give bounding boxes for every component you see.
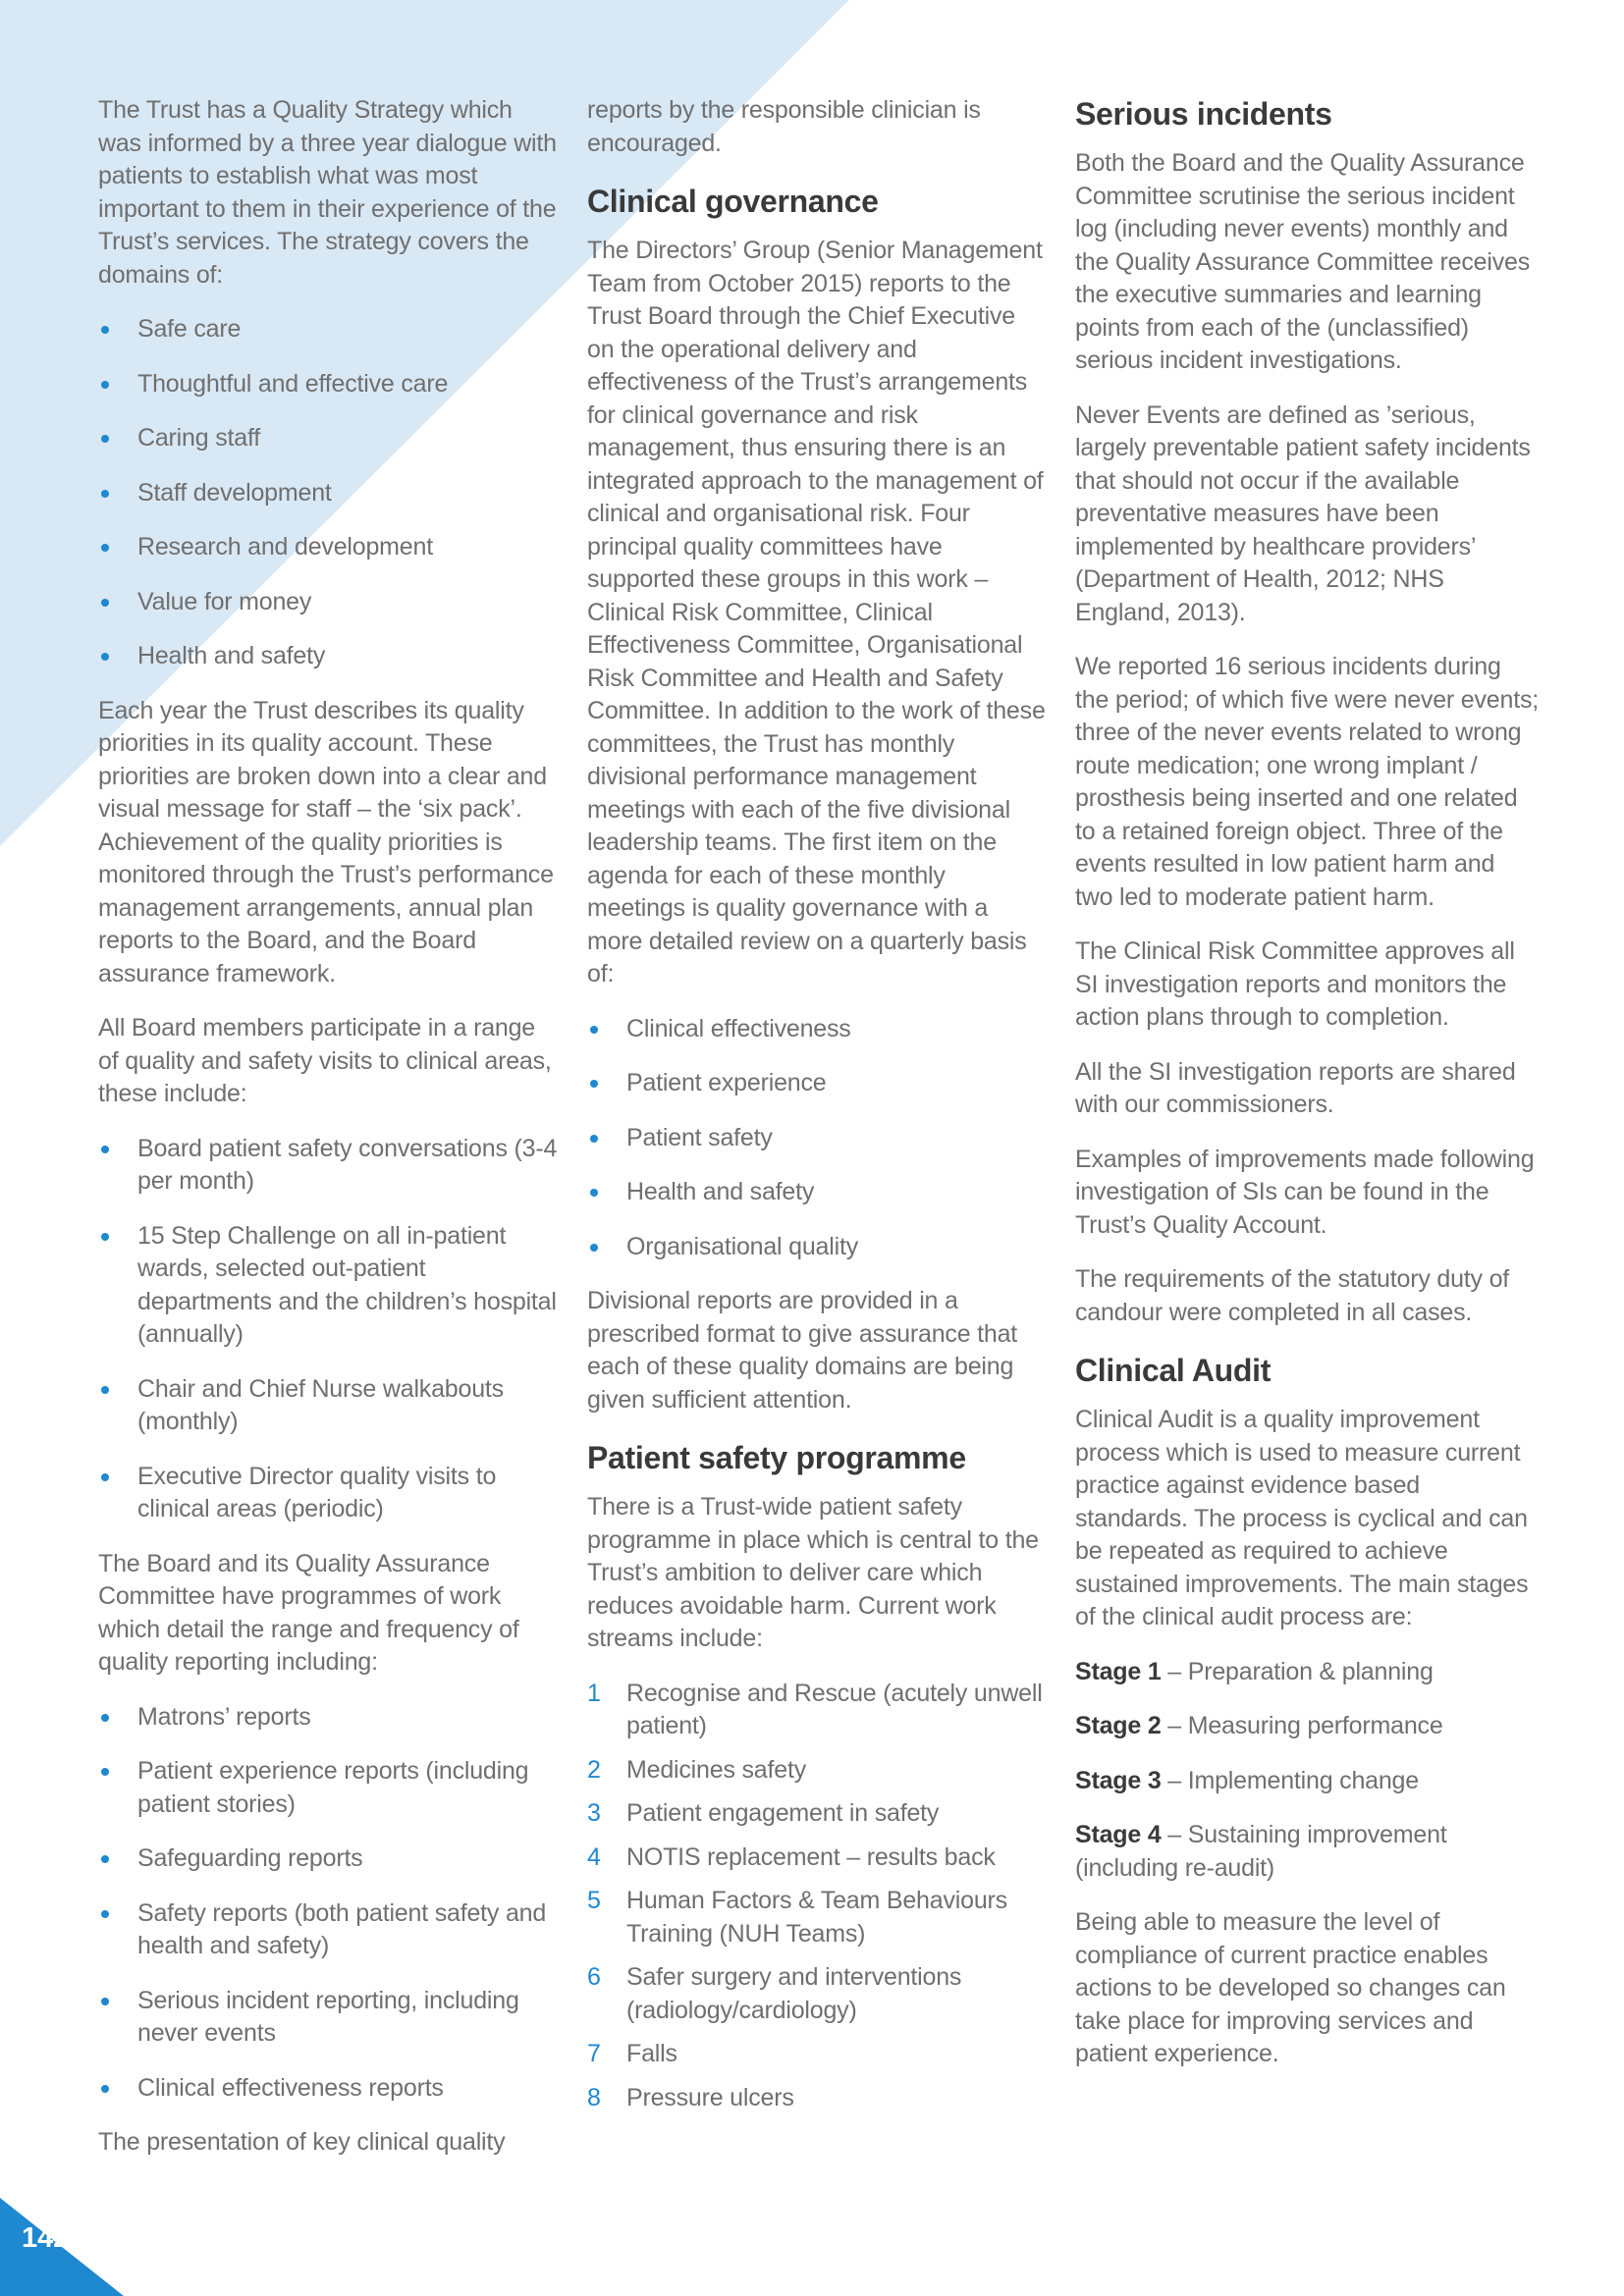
audit-stage xyxy=(1075,1710,1539,1743)
stage-label: Stage 4 xyxy=(1075,1821,1162,1848)
audit-stage xyxy=(1075,1765,1539,1798)
list-number: 6 xyxy=(587,1963,601,1991)
list-item xyxy=(587,2082,1049,2115)
list-number: 1 xyxy=(587,1679,601,1707)
list-item: Thoughtful and effective care xyxy=(98,368,560,401)
incidents-paragraph-4: The Clinical Risk Committee approves all SI investigation reports and monitors the action plans through to completion. xyxy=(1075,937,1515,1031)
quarterly-review-list xyxy=(587,1013,1049,1264)
list-item-text: Human Factors & Team Behaviours Training (NUH Teams) xyxy=(626,1887,1007,1948)
audit-stage xyxy=(1075,1656,1539,1689)
list-item: Staff development xyxy=(98,477,560,510)
list-item: Organisational quality xyxy=(587,1231,1049,1264)
list-item: Board patient safety conversations (3-4 per month) xyxy=(98,1133,560,1199)
list-item: Safeguarding reports xyxy=(98,1842,560,1876)
list-item xyxy=(587,1678,1049,1743)
divisional-reports-paragraph: Divisional reports are provided in a prescribed format to give assurance that each of these quality domains are being given sufficient attention. xyxy=(587,1287,1018,1414)
heading-patient-safety-programme: Patient safety programme xyxy=(587,1440,966,1475)
list-number: 4 xyxy=(587,1842,601,1871)
incidents-paragraph-2: Never Events are defined as ’serious, largely preventable patient safety incidents that should not occur if the available preventative measures have been implemented by healthcare providers’ (Department of Health, 2012; NHS England, 2013). xyxy=(1075,400,1531,626)
incidents-paragraph-1: Both the Board and the Quality Assurance Committee scrutinise the serious incident log (including never events) monthly and the Quality Assurance Committee receives the executive summaries and learning points from each of the (unclassified) serious incident investigations. xyxy=(1075,149,1531,374)
quality-strategy-intro: The Trust has a Quality Strategy which was informed by a three year dialogue with patients to establish what was most important to them in their experience of the Trust’s services. The strategy covers the domains of: xyxy=(98,96,557,289)
list-item xyxy=(587,1885,1049,1950)
column-right xyxy=(1075,94,1539,2093)
list-item xyxy=(587,1754,1049,1788)
list-item: Serious incident reporting, including never events xyxy=(98,1985,560,2051)
list-number: 2 xyxy=(587,1755,601,1784)
list-item: Research and development xyxy=(98,531,560,564)
incidents-paragraph-6: Examples of improvements made following investigation of SIs can be found in the Trust’s Quality Account. xyxy=(1075,1145,1535,1239)
audit-paragraph: Clinical Audit is a quality improvement process which is used to measure current practice against evidence based standards. The process is cyclical and can be repeated as required to achieve sustained improvements. The main stages of the clinical audit process are: xyxy=(1075,1406,1529,1630)
list-number: 8 xyxy=(587,2083,601,2111)
incidents-paragraph-3: We reported 16 serious incidents during the period; of which five were never events; three of the never events related to wrong route medication; one wrong implant / prosthesis being inserted and one related to a retained foreign object. Three of the events resulted in low patient harm and two led to moderate patient harm. xyxy=(1075,653,1540,911)
governance-paragraph: The Directors’ Group (Senior Management Team from October 2015) reports to the Trust Board through the Chief Executive on the operational delivery and effectiveness of the Trust’s arrangements for clinical governance and risk management, thus ensuring there is an integrated approach to the management of clinical and organisational risk. Four principal quality committees have supported these groups in this work – Clinical Risk Committee, Clinical Effectiveness Committee, Organisational Risk Committee and Health and Safety Committee. In addition to the work of these committees, the Trust has monthly divisional performance management meetings with each of the five divisional leadership teams. The first item on the agenda for each of these monthly meetings is quality governance with a more detailed review on a quarterly basis of: xyxy=(587,237,1046,988)
heading-clinical-governance: Clinical governance xyxy=(587,184,879,219)
list-item: Executive Director quality visits to clinical areas (periodic) xyxy=(98,1461,560,1526)
list-item-text: Safer surgery and interventions (radiology/cardiology) xyxy=(626,1963,962,2024)
list-item-text: Patient engagement in safety xyxy=(626,1799,940,1827)
incidents-paragraph-5: All the SI investigation reports are shared with our commissioners. xyxy=(1075,1057,1516,1118)
list-item: Health and safety xyxy=(587,1176,1049,1209)
list-item: Health and safety xyxy=(98,640,560,673)
quality-reports-list xyxy=(98,1701,560,2106)
list-item-text: Medicines safety xyxy=(626,1755,806,1784)
list-item: Clinical effectiveness xyxy=(587,1013,1049,1046)
list-item: Clinical effectiveness reports xyxy=(98,2072,560,2106)
safety-programme-paragraph: There is a Trust-wide patient safety programme in place which is central to the Trust’s ambition to deliver care which reduces avoidable harm. Current work streams include: xyxy=(587,1493,1039,1652)
list-item xyxy=(587,1961,1049,2027)
column-left xyxy=(98,94,560,2181)
list-number: 3 xyxy=(587,1799,601,1827)
list-item: Patient experience reports (including patient stories) xyxy=(98,1755,560,1821)
list-item xyxy=(587,1842,1049,1875)
stage-label: Stage 3 xyxy=(1075,1766,1162,1794)
quality-domains-list xyxy=(98,313,560,673)
audit-stage xyxy=(1075,1819,1539,1885)
list-item: Safe care xyxy=(98,313,560,347)
quality-reporting-intro: The Board and its Quality Assurance Committee have programmes of work which detail the range and frequency of quality reporting including: xyxy=(98,1549,519,1676)
heading-serious-incidents: Serious incidents xyxy=(1075,96,1332,132)
list-item: Patient experience xyxy=(587,1067,1049,1100)
page-number: 142 xyxy=(22,2222,70,2254)
incidents-paragraph-7: The requirements of the statutory duty of candour were completed in all cases. xyxy=(1075,1265,1510,1326)
continued-paragraph: reports by the responsible clinician is encouraged. xyxy=(587,96,981,157)
stage-text: – Implementing change xyxy=(1161,1766,1419,1794)
column-middle xyxy=(587,94,1049,2125)
column-continuation-text: The presentation of key clinical quality xyxy=(98,2128,506,2156)
stage-text: – Sustaining improvement (including re-audit) xyxy=(1075,1821,1447,1882)
quality-priorities-paragraph: Each year the Trust describes its quality priorities in its quality account. These priorities are broken down into a clear and visual message for staff – the ‘six pack’. Achievement of the quality priorities is monitored through the Trust’s performance management arrangements, annual plan reports to the Board, and the Board assurance framework. xyxy=(98,696,554,988)
heading-clinical-audit: Clinical Audit xyxy=(1075,1353,1272,1388)
list-item: 15 Step Challenge on all in-patient wards, selected out-patient departments and the children’s hospital (annually) xyxy=(98,1220,560,1352)
list-item: Patient safety xyxy=(587,1122,1049,1155)
list-item: Chair and Chief Nurse walkabouts (monthly) xyxy=(98,1373,560,1439)
list-item: Safety reports (both patient safety and health and safety) xyxy=(98,1897,560,1963)
list-item-text: Pressure ulcers xyxy=(626,2083,794,2111)
audit-closing-paragraph: Being able to measure the level of compliance of current practice enables actions to be developed so changes can take place for improving services and patient experience. xyxy=(1075,1908,1506,2067)
list-item-text: Falls xyxy=(626,2040,677,2067)
board-visits-list xyxy=(98,1133,560,1526)
list-number: 5 xyxy=(587,1887,601,1914)
stage-text: – Measuring performance xyxy=(1161,1712,1443,1739)
list-item xyxy=(587,1797,1049,1831)
list-number: 7 xyxy=(587,2040,601,2067)
list-item: Value for money xyxy=(98,586,560,619)
list-item-text: Recognise and Rescue (acutely unwell patient) xyxy=(626,1679,1043,1739)
board-visits-intro: All Board members participate in a range of quality and safety visits to clinical areas, these include: xyxy=(98,1014,552,1107)
stage-text: – Preparation & planning xyxy=(1161,1657,1434,1685)
stage-label: Stage 1 xyxy=(1075,1657,1162,1685)
list-item xyxy=(587,2038,1049,2071)
work-streams-list xyxy=(587,1678,1049,2115)
stage-label: Stage 2 xyxy=(1075,1712,1162,1739)
list-item: Matrons’ reports xyxy=(98,1701,560,1735)
list-item: Caring staff xyxy=(98,422,560,455)
list-item-text: NOTIS replacement – results back xyxy=(626,1842,996,1871)
